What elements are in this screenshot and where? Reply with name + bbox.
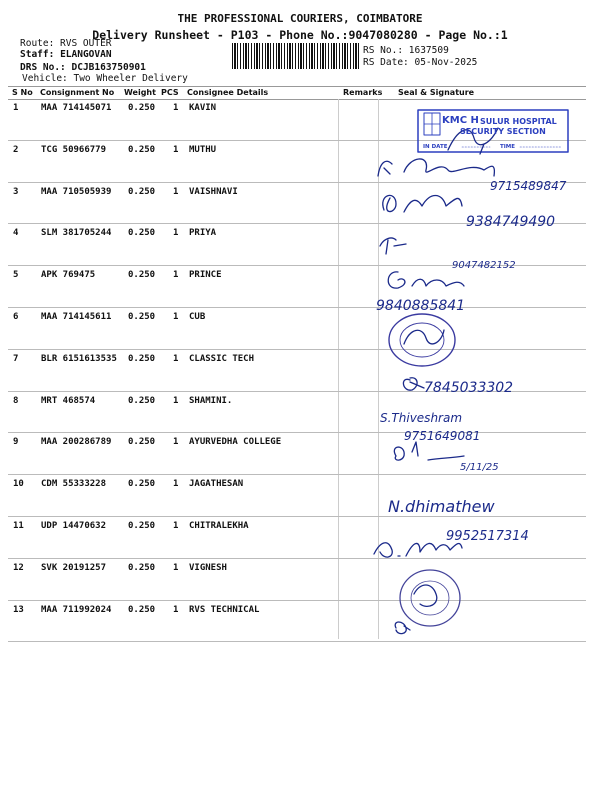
row-weight: 0.250 (128, 228, 156, 239)
handwritten-phone-10: 9952517314 (446, 529, 529, 544)
staff-label: Staff: (20, 49, 55, 60)
signature-row-4 (380, 238, 406, 254)
col-pcs: PCS (161, 88, 179, 97)
row-consignee: SHAMINI. (189, 395, 233, 406)
row-consignment: CDM 55333228 (41, 479, 107, 490)
stamp-line-2: SECURITY SECTION (460, 127, 546, 136)
row-divider (8, 600, 586, 601)
row-pcs: 1 (173, 228, 179, 239)
row-pcs: 1 (173, 186, 179, 197)
row-consignment: MAA 200286789 (41, 437, 112, 448)
row-pcs: 1 (173, 562, 179, 573)
row-divider (8, 516, 586, 517)
row-consignee: CUB (189, 312, 206, 322)
row-sno: 8 (13, 395, 19, 406)
row-divider (8, 349, 586, 350)
row-consignment: SLM 381705244 (41, 228, 112, 239)
row-weight: 0.250 (128, 562, 156, 573)
row-consignment: UDP 14470632 (41, 521, 107, 531)
row-pcs: 1 (173, 437, 179, 448)
row-weight: 0.250 (128, 103, 156, 113)
col-remarks: Remarks (343, 88, 383, 97)
row-pcs: 1 (173, 395, 179, 406)
row-pcs: 1 (173, 521, 179, 531)
row-divider (8, 558, 586, 559)
rs-number: RS No.: 1637509 (363, 45, 449, 56)
row-pcs: 1 (173, 270, 179, 281)
staff-line (20, 49, 112, 60)
row-sno: 11 (13, 521, 24, 531)
row-pcs: 1 (173, 144, 179, 155)
row-divider (8, 140, 586, 141)
col-consignee: Consignee Details (187, 88, 269, 97)
row-weight: 0.250 (128, 144, 156, 155)
row-divider (8, 432, 586, 433)
signature-row-7 (403, 378, 424, 390)
row-consignment: MAA 710505939 (41, 186, 112, 197)
handwritten-phone-4: 9840885841 (376, 298, 466, 314)
row-consignment: MAA 711992024 (41, 604, 112, 615)
row-weight: 0.250 (128, 186, 156, 197)
row-consignee: JAGATHESAN (189, 479, 244, 490)
row-weight: 0.250 (128, 479, 156, 490)
row-pcs: 1 (173, 103, 179, 113)
row-weight: 0.250 (128, 437, 156, 448)
row-weight: 0.250 (128, 395, 156, 406)
row-pcs: 1 (173, 353, 179, 364)
row-sno: 10 (13, 479, 24, 490)
row-sno: 12 (13, 562, 24, 573)
barcode (232, 43, 360, 69)
row-weight: 0.250 (128, 521, 156, 531)
row-consignee: PRINCE (189, 270, 222, 281)
col-sno: S No (12, 88, 33, 97)
stamp-line-1: SULUR HOSPITAL (480, 117, 557, 126)
row-consignment: TCG 50966779 (41, 144, 107, 155)
staff-value: ELANGOVAN (60, 49, 112, 60)
row-consignment: APK 769475 (41, 270, 96, 281)
row-consignee: VAISHNAVI (189, 186, 238, 197)
row-consignment: BLR 6151613535 (41, 353, 117, 364)
row-sno: 1 (13, 103, 19, 113)
row-sno: 7 (13, 353, 19, 364)
handwritten-date-9: 5/11/25 (460, 462, 499, 473)
row-consignee: MUTHU (189, 144, 217, 155)
signature-row-13 (395, 622, 410, 634)
row-divider (8, 223, 586, 224)
row-sno: 3 (13, 186, 19, 197)
row-divider (8, 265, 586, 266)
signature-row-11 (374, 543, 462, 557)
drs-value: DCJB163750901 (71, 62, 146, 73)
signature-row-3 (383, 195, 462, 212)
signature-row-9 (394, 442, 464, 460)
row-consignee: CHITRALEKHA (189, 521, 249, 531)
row-sno: 4 (13, 228, 19, 239)
runsheet-title: Delivery Runsheet - P103 - Phone No.:9047080280 - Page No.:1 (92, 28, 508, 42)
office-seal-row-12 (400, 570, 460, 626)
handwritten-phone-3: 9047482152 (452, 260, 516, 271)
row-weight: 0.250 (128, 353, 156, 364)
vehicle-label: Vehicle: Two Wheeler Delivery (22, 73, 188, 84)
drs-line (20, 62, 146, 73)
row-weight: 0.250 (128, 270, 156, 281)
row-consignment: MAA 714145611 (41, 312, 112, 322)
row-weight: 0.250 (128, 604, 156, 615)
handwritten-name-10: N.dhimathew (388, 497, 495, 516)
row-sno: 6 (13, 312, 19, 322)
row-divider (8, 474, 586, 475)
row-consignee: CLASSIC TECH (189, 353, 255, 364)
handwritten-phone-1: 9715489847 (490, 179, 567, 193)
signature-row-2 (378, 159, 494, 176)
drs-label: DRS No.: (20, 62, 66, 73)
row-consignee: PRIYA (189, 228, 217, 239)
row-weight: 0.250 (128, 312, 156, 322)
col-consignment: Consignment No (40, 88, 115, 97)
handwritten-phone-2: 9384749490 (466, 214, 556, 230)
header-top-rule (8, 86, 586, 87)
row-divider (8, 391, 586, 392)
row-sno: 9 (13, 437, 19, 448)
col-weight: Weight (124, 88, 156, 97)
row-consignee: KAVIN (189, 103, 217, 113)
row-divider (8, 307, 586, 308)
office-seal-row-6 (389, 314, 455, 366)
handwritten-name-8: S.Thiveshram (380, 411, 463, 425)
company-title: THE PROFESSIONAL COURIERS, COIMBATORE (177, 12, 423, 25)
row-pcs: 1 (173, 312, 179, 322)
row-sno: 13 (13, 604, 24, 615)
rs-date: RS Date: 05-Nov-2025 (363, 57, 478, 68)
stamp-in-date: IN DATE (423, 144, 448, 150)
row-sno: 5 (13, 270, 19, 281)
handwritten-phone-8: 9751649081 (404, 429, 481, 443)
row-pcs: 1 (173, 479, 179, 490)
row-consignee: VIGNESH (189, 562, 227, 573)
row-consignment: MRT 468574 (41, 395, 96, 406)
col-seal: Seal & Signature (398, 88, 475, 97)
row-consignment: SVK 20191257 (41, 562, 107, 573)
row-consignment: MAA 714145071 (41, 103, 112, 113)
header-bottom-rule (8, 99, 586, 100)
row-pcs: 1 (173, 604, 179, 615)
route-label: Route: RVS OUTER (20, 38, 112, 49)
handwritten-phone-5: 7845033302 (424, 380, 514, 396)
row-consignee: RVS TECHNICAL (189, 604, 260, 615)
row-divider (8, 641, 586, 642)
hospital-stamp (418, 110, 568, 154)
stamp-logo: KMC H (442, 115, 479, 126)
signature-row-5 (388, 272, 464, 288)
row-sno: 2 (13, 144, 19, 155)
row-divider (8, 182, 586, 183)
stamp-time: TIME (500, 144, 516, 150)
row-consignee: AYURVEDHA COLLEGE (189, 437, 282, 448)
